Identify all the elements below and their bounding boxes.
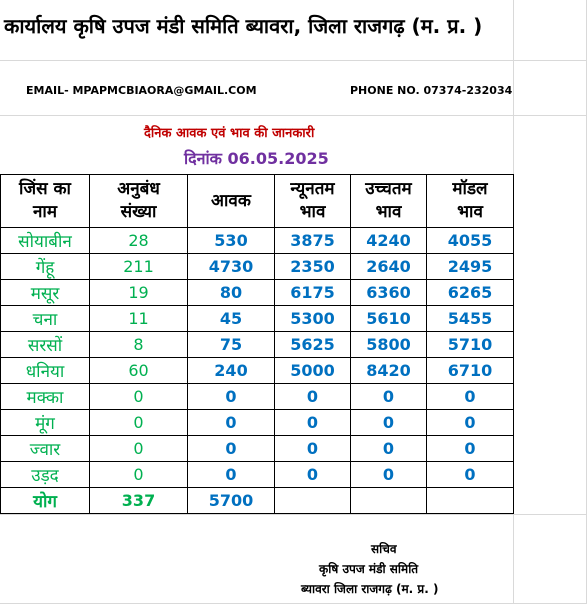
gridline	[0, 60, 587, 61]
commodity-name: धनिया	[1, 358, 90, 384]
report-subtitle: दैनिक आवक एवं भाव की जानकारी	[144, 126, 315, 141]
table-header-row	[1, 175, 514, 228]
min-price: 6175	[275, 280, 351, 306]
arrival-qty: 0	[188, 462, 275, 488]
total-label: योग	[1, 488, 90, 514]
signature-designation: सचिव	[371, 542, 397, 556]
min-price: 3875	[275, 228, 351, 254]
contract-count: 60	[90, 358, 188, 384]
signature-location: ब्यावरा जिला राजगढ़ (म. प्र. )	[301, 582, 439, 596]
min-price: 0	[275, 384, 351, 410]
modal-price: 4055	[427, 228, 514, 254]
table-row	[1, 358, 514, 384]
contract-count: 0	[90, 384, 188, 410]
header-modal-price	[427, 175, 514, 228]
min-price: 0	[275, 410, 351, 436]
modal-price: 2495	[427, 254, 514, 280]
table-row	[1, 254, 514, 280]
contract-count: 211	[90, 254, 188, 280]
arrival-qty: 0	[188, 384, 275, 410]
table-row	[1, 410, 514, 436]
total-contracts: 337	[90, 488, 188, 514]
header-contracts	[90, 175, 188, 228]
modal-price: 5455	[427, 306, 514, 332]
total-arrival: 5700	[188, 488, 275, 514]
max-price: 5610	[351, 306, 427, 332]
total-min	[275, 488, 351, 514]
modal-price: 5710	[427, 332, 514, 358]
max-price: 0	[351, 462, 427, 488]
header-modal-line1: मॉडल	[452, 179, 488, 199]
commodity-name: ज्वार	[1, 436, 90, 462]
total-row	[1, 488, 514, 514]
phone-number: PHONE NO. 07374-232034	[350, 84, 513, 97]
header-modal-line2: भाव	[457, 202, 483, 222]
max-price: 8420	[351, 358, 427, 384]
arrival-qty: 0	[188, 410, 275, 436]
min-price: 5000	[275, 358, 351, 384]
modal-price: 0	[427, 410, 514, 436]
header-max-price	[351, 175, 427, 228]
table-row	[1, 306, 514, 332]
max-price: 0	[351, 410, 427, 436]
contract-count: 0	[90, 462, 188, 488]
commodity-name: मसूर	[1, 280, 90, 306]
header-arrival-line1: आवक	[211, 190, 251, 211]
arrival-qty: 4730	[188, 254, 275, 280]
header-contracts-line2: संख्या	[120, 202, 157, 222]
header-arrival	[188, 175, 275, 228]
contract-count: 8	[90, 332, 188, 358]
modal-price: 0	[427, 462, 514, 488]
commodity-name: मूंग	[1, 410, 90, 436]
arrival-qty: 530	[188, 228, 275, 254]
email-address[interactable]: EMAIL- MPAPMCBIAORA@GMAIL.COM	[26, 84, 257, 97]
max-price: 5800	[351, 332, 427, 358]
max-price: 2640	[351, 254, 427, 280]
max-price: 4240	[351, 228, 427, 254]
arrival-qty: 45	[188, 306, 275, 332]
commodity-name: गेंहू	[1, 254, 90, 280]
min-price: 5625	[275, 332, 351, 358]
table-row	[1, 280, 514, 306]
total-max	[351, 488, 427, 514]
commodity-name: सरसों	[1, 332, 90, 358]
arrival-qty: 0	[188, 436, 275, 462]
header-commodity-line2: नाम	[32, 202, 57, 222]
commodity-name: चना	[1, 306, 90, 332]
rates-table	[0, 174, 514, 514]
modal-price: 6265	[427, 280, 514, 306]
arrival-qty: 240	[188, 358, 275, 384]
table-row	[1, 332, 514, 358]
table-row	[1, 436, 514, 462]
contract-count: 28	[90, 228, 188, 254]
min-price: 2350	[275, 254, 351, 280]
gridline	[0, 115, 587, 116]
modal-price: 0	[427, 384, 514, 410]
table-row	[1, 462, 514, 488]
max-price: 0	[351, 436, 427, 462]
office-title: कार्यालय कृषि उपज मंडी समिति ब्यावरा, जिला राजगढ़ (म. प्र. )	[4, 14, 483, 38]
max-price: 0	[351, 384, 427, 410]
modal-price: 0	[427, 436, 514, 462]
header-contracts-line1: अनुबंध	[117, 179, 160, 199]
header-min-line2: भाव	[299, 202, 326, 222]
min-price: 0	[275, 436, 351, 462]
header-commodity	[1, 175, 90, 228]
header-max-line2: भाव	[375, 202, 402, 222]
commodity-name: उड़द	[1, 462, 90, 488]
contract-count: 0	[90, 436, 188, 462]
min-price: 0	[275, 462, 351, 488]
gridline	[0, 514, 587, 515]
contract-count: 11	[90, 306, 188, 332]
total-modal	[427, 488, 514, 514]
signature-organization: कृषि उपज मंडी समिति	[319, 562, 419, 576]
header-commodity-line1: जिंस का	[19, 179, 71, 199]
arrival-qty: 75	[188, 332, 275, 358]
report-date: दिनांक 06.05.2025	[184, 149, 329, 168]
arrival-qty: 80	[188, 280, 275, 306]
commodity-name: मक्का	[1, 384, 90, 410]
modal-price: 6710	[427, 358, 514, 384]
table-row	[1, 384, 514, 410]
commodity-name: सोयाबीन	[1, 228, 90, 254]
contract-count: 0	[90, 410, 188, 436]
header-max-line1: उच्चतम	[365, 179, 412, 199]
header-min-price	[275, 175, 351, 228]
table-row	[1, 228, 514, 254]
contract-count: 19	[90, 280, 188, 306]
header-min-line1: न्यूनतम	[290, 179, 335, 199]
max-price: 6360	[351, 280, 427, 306]
min-price: 5300	[275, 306, 351, 332]
